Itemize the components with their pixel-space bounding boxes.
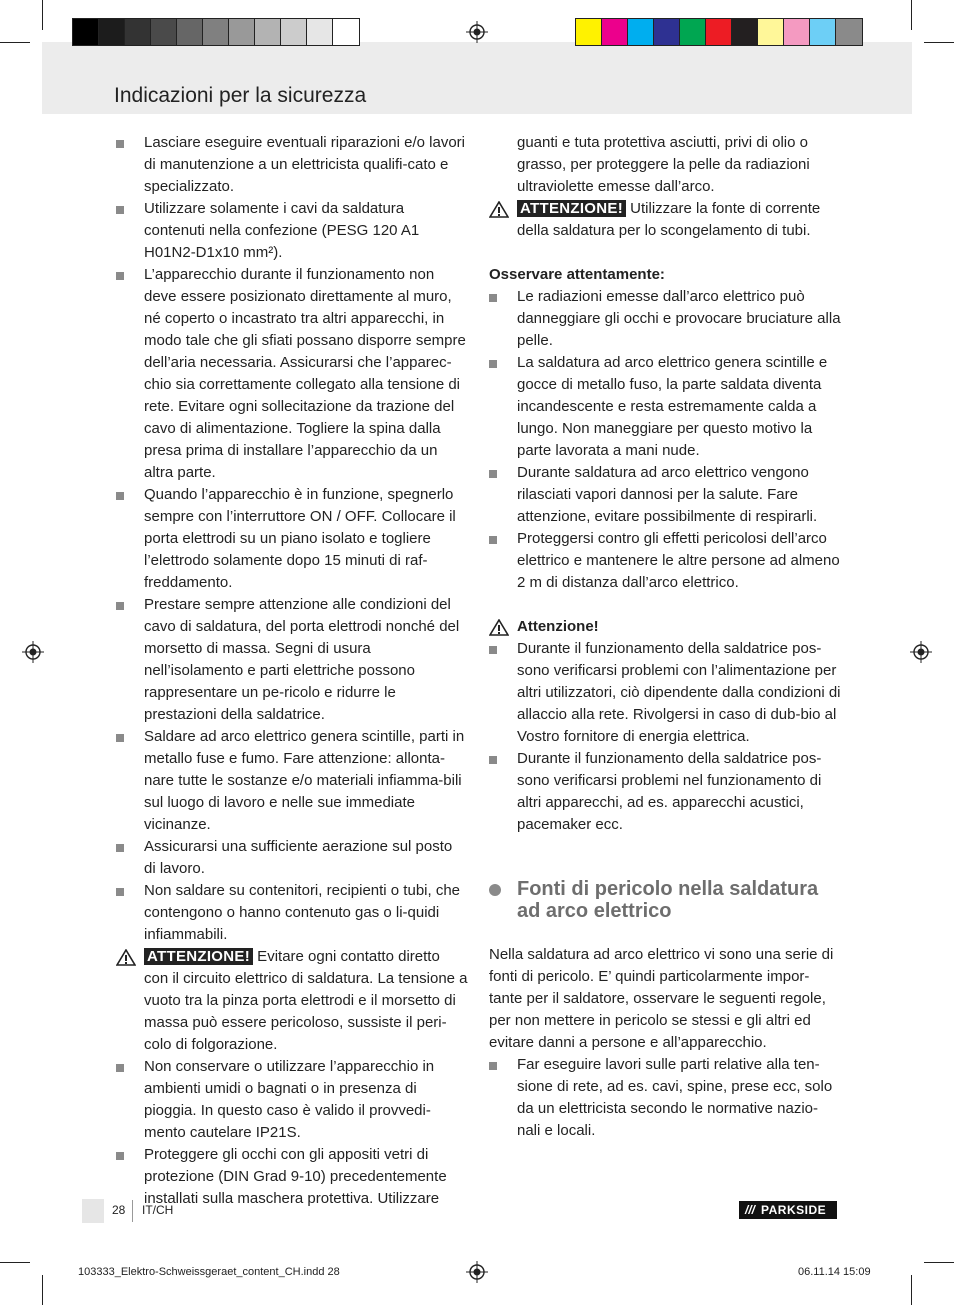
grayscale-color-bar [72,18,360,46]
list-item: Le radiazioni emesse dall’arco elettrico può danneggiare gli occhi e provocare bruciature alla pelle. [489,286,841,352]
registration-mark-icon [910,641,932,663]
list-item: Proteggersi contro gli effetti pericolosi dell’arco elettrico e mantenere le altre persone ad almeno 2 m di distanza dall’arco elettrico. [489,528,841,594]
crop-mark [0,42,30,43]
registration-mark-icon [466,21,488,43]
file-info: 103333_Elektro-Schweissgeraet_content_CH.indd 28 [78,1266,340,1278]
color-swatch [307,19,333,45]
list-item: Saldare ad arco elettrico genera scintille, parti in metallo fuse e fumo. Fare attenzione: allonta-nare tutte le sostanze e/o materiali infiamma-bili sul luogo di lavoro e nelle sue immediate vicinanze. [116,726,468,836]
list-item: Durante saldatura ad arco elettrico vengono rilasciati vapori dannosi per la salute. Fare attenzione, evitare possibilmente di respirarli. [489,462,841,528]
color-swatch [654,19,680,45]
list-item: Proteggere gli occhi con gli appositi vetri di protezione (DIN Grad 9-10) precedentemente installati sulla maschera protettiva. Utilizzare [116,1144,468,1210]
list-item: Far eseguire lavori sulle parti relative alla ten-sione di rete, ad es. cavi, spine, prese ecc, solo da un elettricista secondo le normative nazio-nali e locali. [489,1054,841,1142]
crop-mark [42,1275,43,1305]
color-swatch [732,19,758,45]
page-title: Indicazioni per la sicurezza [114,84,367,107]
color-swatch [333,19,359,45]
color-swatch [229,19,255,45]
left-column [116,132,468,1210]
crop-mark [911,1275,912,1305]
color-swatch [680,19,706,45]
warning-notice [116,946,468,1056]
color-swatch [836,19,862,45]
color-swatch [784,19,810,45]
list-item: Durante il funzionamento della saldatrice pos-sono verificarsi problemi con l’alimentazione per altri utilizzatori, ciò dipendente dalla condizioni di allaccio alla rete. Rivolgersi in caso di dub-bio al Vostro fornitore di energia elettrica. [489,638,841,748]
color-swatch [151,19,177,45]
brand-slashes: /// [745,1203,756,1217]
color-swatch [758,19,784,45]
crop-mark [924,1262,954,1263]
color-swatch [706,19,732,45]
section-bullet-icon [489,884,501,896]
attention-badge: ATTENZIONE! [144,948,253,965]
crop-mark [0,1262,30,1263]
brand-name: PARKSIDE [761,1203,827,1217]
registration-mark-icon [22,641,44,663]
list-item: Non conservare o utilizzare l’apparecchio in ambienti umidi o bagnati o in presenza di pioggia. In questo caso è valido il provvedi-mento cautelare IP21S. [116,1056,468,1144]
print-date: 06.11.14 15:09 [798,1266,871,1278]
color-swatch [810,19,836,45]
attention-badge: ATTENZIONE! [517,200,626,217]
color-swatch [99,19,125,45]
color-swatch [73,19,99,45]
color-swatch [628,19,654,45]
list-item: La saldatura ad arco elettrico genera scintille e gocce di metallo fuso, la parte saldata diventa incandescente e resta estremamente calda a lungo. Non maneggiare per questo motivo la parte lavorata a mani nude. [489,352,841,462]
page-number-box [82,1199,104,1223]
crop-mark [924,42,954,43]
color-swatch [177,19,203,45]
color-swatch [125,19,151,45]
color-swatch [281,19,307,45]
warning-icon [489,619,509,636]
registration-mark-icon [466,1261,488,1283]
warning-text: Utilizzare la fonte di corrente della saldatura per lo scongelamento di tubi. [517,200,821,239]
color-swatch [576,19,602,45]
color-swatch [203,19,229,45]
footer-divider [132,1200,133,1222]
list-item: Durante il funzionamento della saldatrice pos-sono verificarsi problemi nel funzionamento di altri apparecchi, ad es. apparecchi acustici, pacemaker ecc. [489,748,841,836]
crop-mark [911,0,912,30]
brand-logo [739,1201,837,1219]
section-heading-text: Fonti di pericolo nella saldatura ad arco elettrico [517,878,819,922]
intro-paragraph: Nella saldatura ad arco elettrico vi sono una serie di fonti di pericolo. E’ quindi particolarmente impor-tante per il saldatore, osservare le seguenti regole, per non mettere in pericolo se stessi e gli altri ed evitare danni a persone e all’apparecchio. [489,946,834,1051]
right-column [489,132,841,1142]
warning-notice [489,198,841,242]
color-swatch [602,19,628,45]
locale-code: IT/CH [142,1203,174,1217]
list-item: Quando l’apparecchio è in funzione, spegnerlo sempre con l’interruttore ON / OFF. Collocare il porta elettrodi su un piano isolato e togliere l’elettrodo solamente dopo 15 minuti di raf-freddamento. [116,484,468,594]
continued-text: guanti e tuta protettiva asciutti, privi di olio o grasso, per proteggere la pelle da radiazioni ultraviolette emesse dall’arco. [517,134,810,195]
subheading: Osservare attentamente: [489,266,665,283]
list-item: Lasciare eseguire eventuali riparazioni e/o lavori di manutenzione a un elettricista qualifi-cato e specializzato. [116,132,468,198]
warning-icon [489,201,509,218]
warning-icon [116,949,136,966]
page-number: 28 [112,1203,126,1217]
list-item: L’apparecchio durante il funzionamento non deve essere posizionato direttamente al muro, né coperto o incastrato tra altri apparecchi, in modo tale che gli sfiati possano disporre sempre dell’aria necessaria. Assicurarsi che l’apparec-chio sia correttamente collegato alla tensione di rete. Evitare ogni sollecitazione da trazione del cavo di alimentazione. Togliere la spina dalla presa prima di installare l’apparecchio da un altra parte. [116,264,468,484]
warning-text: Evitare ogni contatto diretto con il circuito elettrico di saldatura. La tensione a vuoto tra la pinza porta elettrodi e il morsetto di massa può essere pericoloso, sussiste il peri-colo di folgorazione. [144,948,468,1053]
section-heading [489,878,841,922]
list-item: Non saldare su contenitori, recipienti o tubi, che contengono o hanno contenuto gas o li-quidi infiammabili. [116,880,468,946]
list-item: Utilizzare solamente i cavi da saldatura contenuti nella confezione (PESG 120 A1 H01N2-D1x10 mm²). [116,198,468,264]
attention-heading-text: Attenzione! [517,618,599,635]
crop-mark [42,0,43,30]
attention-heading [489,616,841,638]
list-item: Assicurarsi una sufficiente aerazione sul posto di lavoro. [116,836,468,880]
process-color-bar [575,18,863,46]
color-swatch [255,19,281,45]
list-item: Prestare sempre attenzione alle condizioni del cavo di saldatura, del porta elettrodi nonché del morsetto di massa. Segni di usura nell’isolamento e parti elettriche possono rappresentare un pe-ricolo e ridurre le prestazioni della saldatrice. [116,594,468,726]
